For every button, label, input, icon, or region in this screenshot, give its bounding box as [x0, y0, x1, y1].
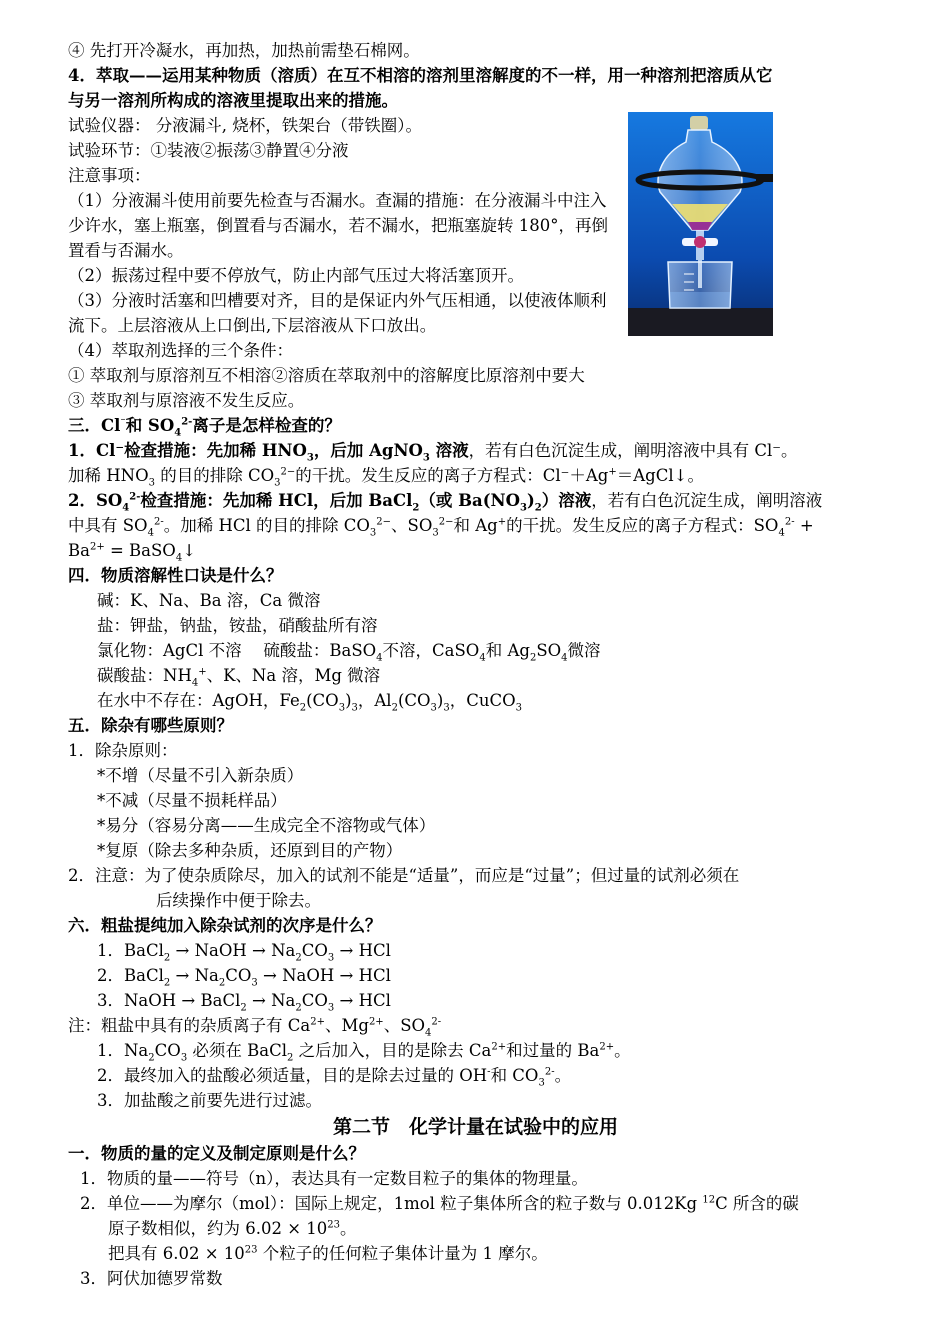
purification-caution-cont: 后续操作中便于除去。 — [156, 891, 321, 910]
extraction-definition: 4．萃取——运用某种物质（溶质）在互不相溶的溶剂里溶解度的不一样，用一种溶剂把溶质从它 — [68, 66, 773, 85]
principle-no-add: *不增（尽量不引入新杂质） — [97, 766, 304, 785]
chloride-test-cont: 加稀 $HNO_3$ 的目的排除 $CO_3^{2-}$的干扰。发生反应的离子方程式：Cl⁻＋Ag+＝AgCl↓。 — [68, 466, 704, 489]
impurity-ions-note: 注：粗盐中具有的杂质离子有 $Ca^{2+}$、$Mg^{2+}$、$SO_4^{2-}$ — [68, 1016, 442, 1039]
condition-1-2: ① 萃取剂与原溶剂互不相溶②溶质在萃取剂中的溶解度比原溶剂中要大 — [68, 366, 585, 385]
reagent-order-3: 3．NaOH → BaCl$_2$ → $Na_2CO_3$ → HCl — [97, 991, 391, 1014]
notes-heading: 注意事项： — [68, 166, 151, 185]
solubility-salts: 盐：钾盐，钠盐，铵盐，硝酸盐所有溶 — [97, 616, 378, 635]
section-6-title: 六．粗盐提纯加入除杂试剂的次序是什么？ — [68, 916, 382, 935]
chloride-test: 1．Cl⁻检查措施：先加稀 $HNO_3$，后加 AgNO$_3$ 溶液，若有白色沉淀生成，阐明溶液中具有 Cl⁻。 — [68, 441, 798, 464]
document-page — [68, 38, 883, 1291]
extraction-definition-cont: 与另一溶剂所构成的溶液里提取出来的措施。 — [68, 91, 398, 110]
note-1: （1）分液漏斗使用前要先检查与否漏水。查漏的措施：在分液漏斗中注入少许水，塞上瓶塞，倒置看与否漏水，若不漏水，把瓶塞旋转 180°，再倒置看与否漏水。 — [68, 191, 608, 260]
reagent-order-2: 2．BaCl$_2$ → $Na_2CO_3$ → NaOH → HCl — [97, 966, 391, 989]
solubility-bases: 碱：K、Na、Ba 溶，Ca 微溶 — [97, 591, 321, 610]
procedure-line: 试验环节：①装液②振荡③静置④分液 — [68, 141, 349, 160]
purification-principles: 1．除杂原则： — [68, 741, 178, 760]
principle-no-loss: *不减（尽量不损耗样品） — [97, 791, 287, 810]
purification-caution: 2．注意：为了使杂质除尽，加入的试剂不能是“适量”，而应是“过量”；但过量的试剂必须在 — [68, 866, 740, 885]
section-4-title: 四．物质溶解性口诀是什么？ — [68, 566, 283, 585]
solubility-carbonates: 碳酸盐：$NH_4^+$、K、Na 溶，Mg 微溶 — [97, 666, 381, 689]
note-hcl: 2．最终加入的盐酸必须适量，目的是除去过量的 OH-和 $CO_3^{2-}$。 — [97, 1066, 572, 1089]
note-2: （2）振荡过程中要不停放气，防止内部气压过大将活塞顶开。 — [68, 266, 524, 285]
section-5-title: 五．除杂有哪些原则？ — [68, 716, 233, 735]
reagent-order-1: 1．BaCl$_2$ → NaOH → $Na_2CO_3$ → HCl — [97, 941, 391, 964]
distillation-note-4: ④ 先打开冷凝水，再加热，加热前需垫石棉网。 — [68, 41, 420, 60]
mole-definition-heading: 一．物质的量的定义及制定原则是什么？ — [68, 1144, 365, 1163]
section-2-title: 第二节 化学计量在试验中的应用 — [332, 1116, 618, 1138]
condition-3: ③ 萃取剂与原溶液不发生反应。 — [68, 391, 305, 410]
solubility-chlorides-sulfates: 氯化物：AgCl 不溶 硫酸盐：BaSO$_4$不溶，CaSO$_4$和 $Ag_2SO_4$微溶 — [97, 641, 601, 664]
avogadro-constant: 3．阿伏加德罗常数 — [80, 1269, 223, 1288]
section-3-title: 三．Cl⁻和 $SO_4^{2-}$离子是怎样检查的？ — [68, 416, 341, 439]
mole-definition: 把具有 $6.02 \times 10^{23}$ 个粒子的任何粒子集体计量为 1 摩尔。 — [108, 1244, 548, 1263]
mole-unit: 2．单位——为摩尔（mol）：国际上规定，1mol 粒子集体所含的粒子数与 0.012Kg $^{12}$C 所含的碳 — [80, 1194, 799, 1213]
apparatus-line: 试验仪器： 分液漏斗, 烧杯，铁架台（带铁圈）。 — [68, 116, 422, 135]
sulfate-equation: $Ba^{2+}$ = BaSO$_4$↓ — [68, 541, 197, 564]
principle-restore: *复原（除去多种杂质，还原到目的产物） — [97, 841, 403, 860]
note-na2co3: 1．$Na_2CO_3$ 必须在 BaCl$_2$ 之后加入，目的是除去 $Ca^{2+}$和过量的 $Ba^{2+}$。 — [97, 1041, 631, 1064]
note-4: （4）萃取剂选择的三个条件： — [68, 341, 293, 360]
sulfate-test: 2．$SO_4^{2-}$检查措施：先加稀 HCl，后加 BaCl$_2$（或 $Ba(NO_3)_2$）溶液，若有白色沉淀生成，阐明溶液 — [68, 491, 823, 514]
note-filter: 3．加盐酸之前要先进行过滤。 — [97, 1091, 322, 1110]
amount-of-substance: 1．物质的量——符号（n），表达具有一定数目粒子的集体的物理量。 — [80, 1169, 588, 1188]
solubility-nonexistent: 在水中不存在：AgOH，$Fe_2(CO_3)_3$，$Al_2(CO_3)_3$，CuCO$_3$ — [97, 691, 523, 714]
note-3: （3）分液时活塞和凹槽要对齐，目的是保证内外气压相通，以使液体顺利流下。上层溶液从上口倒出,下层溶液从下口放出。 — [68, 291, 607, 335]
sulfate-test-cont: 中具有 $SO_4^{2-}$。加稀 HCl 的目的排除 $CO_3^{2-}$、$SO_3^{2-}$和 Ag+的干扰。发生反应的离子方程式：$SO_4^{2-}$ + — [68, 516, 814, 539]
mole-unit-cont: 原子数相似，约为 $6.02 \times 10^{23}$。 — [108, 1219, 357, 1238]
principle-easy-separate: *易分（容易分离——生成完全不溶物或气体） — [97, 816, 436, 835]
